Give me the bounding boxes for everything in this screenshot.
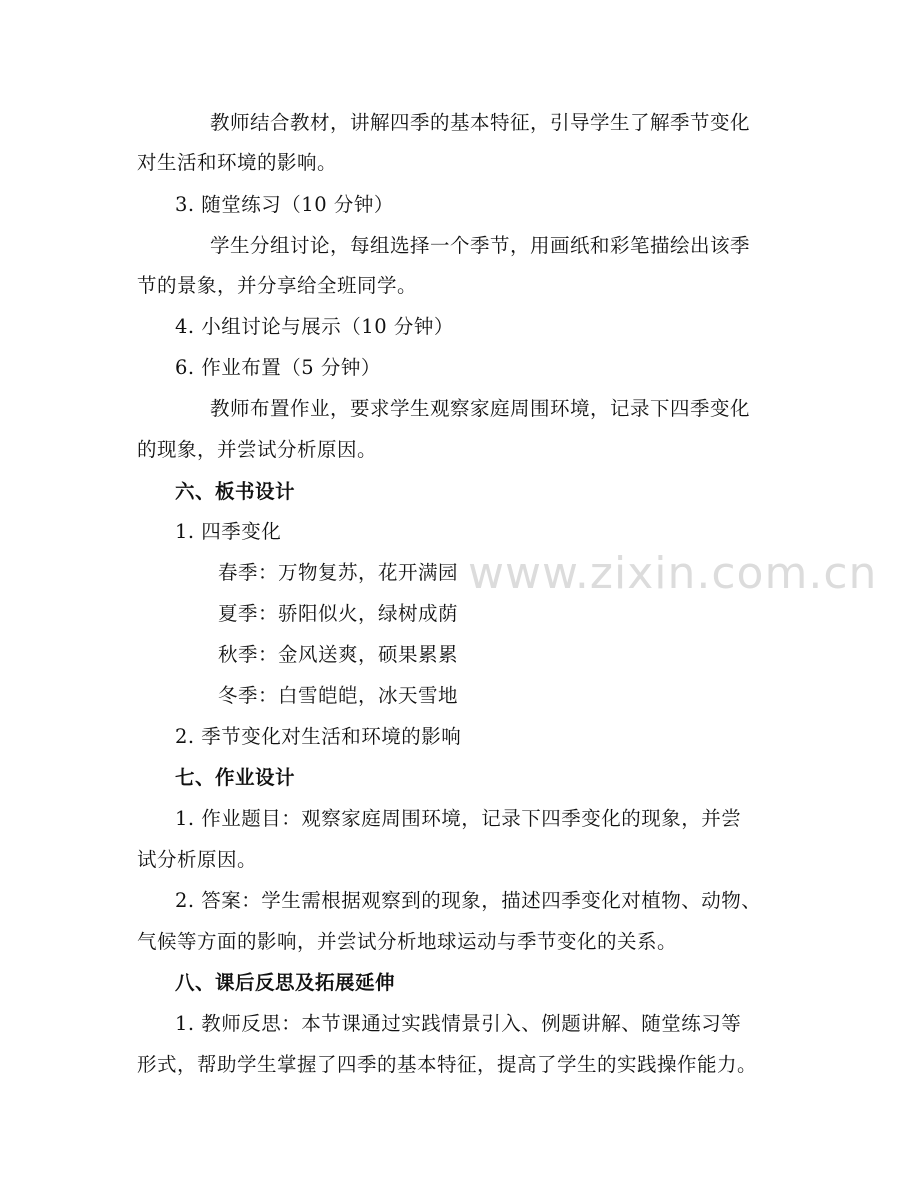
paragraph-line: 气候等方面的影响，并尝试分析地球运动与季节变化的关系。 — [137, 930, 678, 953]
list-item: 1. 作业题目：观察家庭周围环境，记录下四季变化的现象，并尝 — [175, 807, 742, 830]
list-item: 4. 小组讨论与展示（10 分钟） — [175, 315, 454, 338]
list-item: 2. 季节变化对生活和环境的影响 — [175, 725, 462, 748]
board-line: 春季：万物复苏，花开满园 — [218, 561, 459, 584]
list-item: 2. 答案：学生需根据观察到的现象，描述四季变化对植物、动物、 — [175, 889, 762, 912]
paragraph-line: 学生分组讨论，每组选择一个季节，用画纸和彩笔描绘出该季 — [210, 234, 751, 257]
paragraph-line: 对生活和环境的影响。 — [137, 151, 338, 174]
watermark: www.zixin.com.cn — [468, 548, 878, 599]
paragraph-line: 教师布置作业，要求学生观察家庭周围环境，记录下四季变化 — [210, 397, 751, 420]
paragraph-line: 试分析原因。 — [137, 848, 258, 871]
paragraph-line: 节的景象，并分享给全班同学。 — [137, 274, 418, 297]
list-item: 1. 四季变化 — [175, 520, 282, 543]
board-line: 秋季：金风送爽，硕果累累 — [218, 643, 459, 666]
section-heading: 七、作业设计 — [175, 766, 296, 789]
board-line: 冬季：白雪皑皑，冰天雪地 — [218, 684, 459, 707]
list-item: 6. 作业布置（5 分钟） — [175, 356, 381, 379]
board-line: 夏季：骄阳似火，绿树成荫 — [218, 602, 459, 625]
paragraph-line: 的现象，并尝试分析原因。 — [137, 438, 378, 461]
paragraph-line: 教师结合教材，讲解四季的基本特征，引导学生了解季节变化 — [210, 111, 751, 134]
section-heading: 六、板书设计 — [175, 480, 296, 503]
paragraph-line: 形式，帮助学生掌握了四季的基本特征，提高了学生的实践操作能力。 — [137, 1053, 758, 1076]
list-item: 3. 随堂练习（10 分钟） — [175, 193, 394, 216]
section-heading: 八、课后反思及拓展延伸 — [175, 971, 396, 994]
list-item: 1. 教师反思：本节课通过实践情景引入、例题讲解、随堂练习等 — [175, 1012, 742, 1035]
